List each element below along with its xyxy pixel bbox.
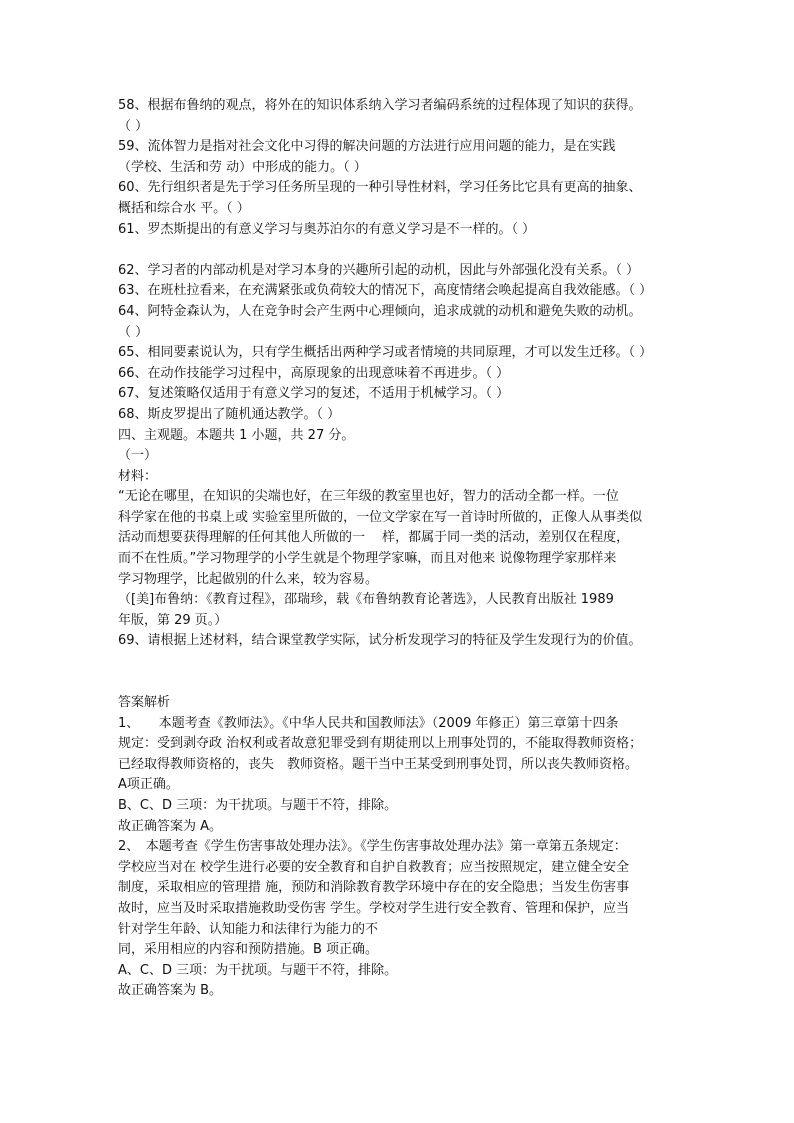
text-line: 答案解析 [118, 695, 171, 711]
text-line: 60、先行组织者是先于学习任务所呈现的一种引导性材料，学习任务比它具有更高的抽象、 [118, 180, 642, 196]
text-line: 已经取得教师资格的，丧失 教师资格。题干当中王某受到刑事处罚，所以丧失教师资格。 [118, 756, 639, 772]
text-line: 制度，采取相应的管理措 施，预防和消除教育教学环境中存在的安全隐患；当发生伤害事 [118, 880, 630, 896]
text-line: 62、学习者的内部动机是对学习本身的兴趣所引起的动机，因此与外部强化没有关系。（ ） [118, 262, 640, 278]
answers-block [118, 693, 698, 1002]
text-line: 故正确答案为 B。 [118, 983, 223, 999]
text-line: （ ） [118, 324, 149, 340]
blank-line [118, 240, 698, 261]
text-line: 69、请根据上述材料，结合课堂教学实际，试分析发现学习的特征及学生发现行为的价值。 [118, 633, 642, 649]
text-line: 规定：受到剥夺政 治权利或者故意犯罪受到有期徒刑以上刑事处罚的，不能取得教师资格； [118, 736, 643, 752]
text-line: 而不在性质。”学习物理学的小学生就是个物理学家嘛，而且对他来 说像物理学家那样来 [118, 551, 617, 567]
text-line: （[美]布鲁纳：《教育过程》，邵瑞珍，载《布鲁纳教育论著选》，人民教育出版社 1989 [118, 592, 614, 608]
questions-block-1 [118, 96, 698, 240]
text-line: 概括和综合水 平。（ ） [118, 200, 250, 216]
text-line: 58、根据布鲁纳的观点，将外在的知识体系纳入学习者编码系统的过程体现了知识的获得。 [118, 98, 642, 113]
text-line: 2、 本题考查《学生伤害事故处理办法》。《学生伤害事故处理办法》第一章第五条规定： [118, 839, 627, 855]
document-page [118, 96, 698, 1002]
text-line: 科学家在他的书桌上或 实验室里所做的，一位文学家在写一首诗时所做的，正像人从事类似 [118, 509, 643, 525]
text-line: 材料： [118, 468, 158, 484]
text-line: 67、复述策略仅适用于有意义学习的复述，不适用于机械学习。（ ） [118, 386, 510, 402]
text-line: 1、 本题考查《教师法》。《中华人民共和国教师法》（2009 年修正）第三章第十四条 [118, 715, 619, 731]
text-line: A、C、D 三项：为干扰项。与题干不符，排除。 [118, 962, 398, 978]
text-line: A项正确。 [118, 777, 179, 793]
text-line: 活动而想要获得理解的任何其他人所做的一 样，都属于同一类的活动，差别仅在程度， [118, 530, 630, 546]
text-line: 学校应当对在 校学生进行必要的安全教育和自护自救教育；应当按照规定，建立健全安全 [118, 859, 630, 875]
text-line: B、C、D 三项：为干扰项。与题干不符，排除。 [118, 798, 398, 813]
text-line: （一） [118, 448, 158, 464]
text-line: （学校、生活和劳 动）中形成的能力。（ ） [118, 159, 367, 175]
text-line: 故时，应当及时采取措施救助受伤害 学生。学校对学生进行安全教育、管理和保护，应当 [118, 900, 630, 916]
text-line: 年版，第 29 页。） [118, 612, 228, 628]
text-line: 同，采用相应的内容和预防措施。B 项正确。 [118, 942, 379, 958]
text-line: 学习物理学，比起做别的什么来，较为容易。 [118, 571, 379, 587]
text-line: 针对学生年龄、认知能力和法律行为能力的不 [118, 921, 379, 937]
text-line: 65、相同要素说认为，只有学生概括出两种学习或者情境的共同原理，才可以发生迁移。（ ） [118, 345, 653, 361]
text-line: 故正确答案为 A。 [118, 818, 223, 834]
text-line: 68、斯皮罗提出了随机通达教学。（ ） [118, 406, 341, 422]
text-line: 59、流体智力是指对社会文化中习得的解决问题的方法进行应用问题的能力，是在实践 [118, 139, 616, 155]
text-line: 64、阿特金森认为，人在竞争时会产生两中心理倾向，追求成就的动机和避免失败的动机。 [118, 303, 642, 319]
text-line: “无论在哪里，在知识的尖端也好，在三年级的教室里也好，智力的活动全都一样。一位 [118, 489, 619, 505]
text-line: 四、主观题。本题共 1 小题，共 27 分。 [118, 427, 355, 443]
text-line: 66、在动作技能学习过程中，高原现象的出现意味着不再进步。（ ） [118, 365, 510, 381]
text-line: （ ） [118, 118, 149, 134]
text-line: 63、在班杜拉看来，在充满紧张或负荷较大的情况下，高度情绪会唤起提高自我效能感。（ ） [118, 283, 653, 299]
blank-line [118, 652, 698, 693]
text-line: 61、罗杰斯提出的有意义学习与奥苏泊尔的有意义学习是不一样的。（ ） [118, 221, 536, 237]
questions-block-2 [118, 261, 698, 652]
